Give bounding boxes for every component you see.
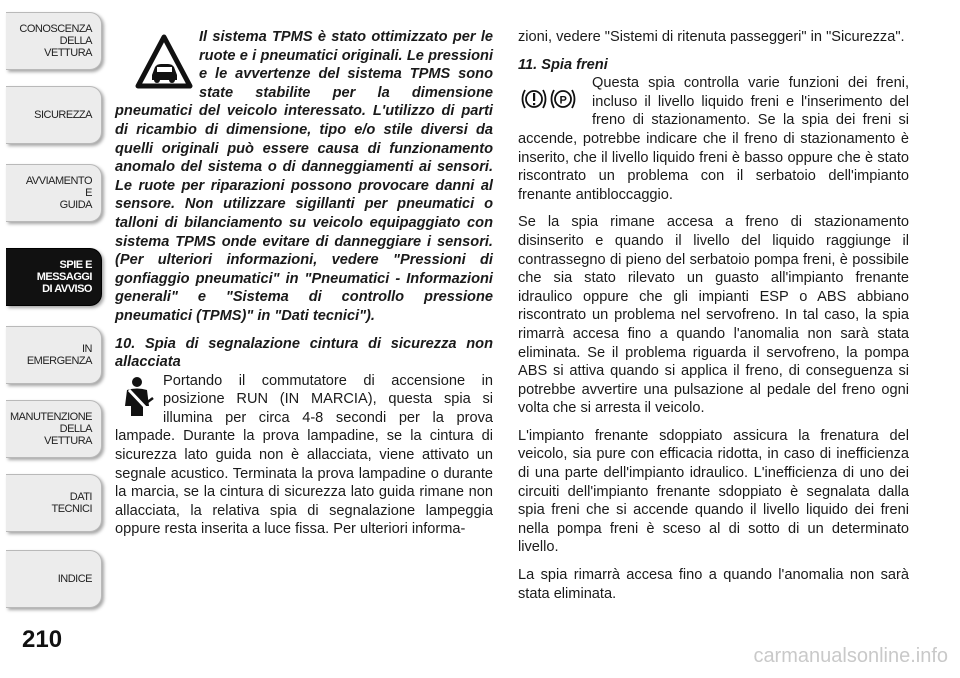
left-column bbox=[115, 28, 493, 548]
brake-para-1-text: Questa spia controlla varie funzioni dei freni, incluso il livello liquido freni e l'inserimento del freno di stazionamento. Se la spia dei freni si accende, potrebbe indicare che il freno di stazionamento è inserito, che il livello liquido freni è basso oppure che è stato riscontrato un problema con il serbatoio dell'impianto frenante antibloccaggio. bbox=[518, 75, 909, 203]
warning-text: Il sistema TPMS è stato ottimizzato per le ruote e i pneumatici originali. Le pressioni e le avvertenze del sistema TPMS sono state stabilite per la dimensione pneumatici del veicolo interessato. L'utilizzo di parti di ricambio di dimensione, tipo e/o stile diversi da quelli originali può essere causa di funzionamento anomalo del sistema o di danneggiamenti ai sensori. Le ruote per riparazioni possono provocare danni al sensore. Non utilizzare sigillanti per pneumatici o talloni di bilanciamento su veicolo equipaggiato con sistema TPMS onde evitare di danneggiare i sensori. (Per ulteriori informazioni, vedere "Pressioni di gonfiaggio pneumatici" in "Pneumatici - Informazioni generali" e "Sistema di controllo pressione pneumatici (TPMS)" in "Dati tecnici"). bbox=[115, 29, 493, 324]
brake-para-4: La spia rimarrà accesa fino a quando l'anomalia non sarà stata eliminata. bbox=[518, 567, 909, 602]
tab-label: MANUTENZIONE DELLA VETTURA bbox=[10, 411, 92, 447]
tab-label: AVVIAMENTO E GUIDA bbox=[25, 175, 92, 211]
watermark: carmanualsonline.info bbox=[753, 645, 948, 667]
tab-label: SPIE E MESSAGGI DI AVVISO bbox=[36, 259, 92, 295]
warning-triangle-car-icon bbox=[135, 34, 193, 90]
tab-label: SICUREZZA bbox=[34, 109, 92, 121]
brake-para-1 bbox=[518, 74, 909, 204]
seatbelt-text: Portando il commutatore di accensione in posizione RUN (IN MARCIA), questa spia si illumina per circa 4-8 secondi per la prova lampade. Durante la prova lampadine, se la cintura di sicurezza lato guida non è allacciata, viene attivato un segnale acustico. Terminata la prova lampadine o durante la marcia, se la cintura di sicurezza lato guida rimane non allacciata, la relativa spia di segnalazione lampeggia oppure resta inserita a luce fissa. Per ulteriori informa- bbox=[115, 372, 493, 538]
brake-para-3: L'impianto frenante sdoppiato assicura la frenatura del veicolo, sia pure con efficacia ridotta, in caso di inefficienza di una parte dell'impianto idraulico. L'inefficienza di uno dei circuiti dell'impianto frenante sdoppiato è segnalata dalla spia freni che si accende quando il livello liquido dei freni nella pompa freni è sceso al di sotto di un determinato livello. bbox=[518, 427, 909, 556]
continuation-text: zioni, vedere "Sistemi di ritenuta passeggeri" in "Sicurezza". bbox=[518, 29, 905, 45]
right-column bbox=[518, 28, 909, 612]
tab-label: CONOSCENZA DELLA VETTURA bbox=[19, 23, 92, 59]
tab-label: IN EMERGENZA bbox=[26, 343, 92, 367]
tab-in-emergenza[interactable] bbox=[6, 326, 102, 384]
tpms-warning bbox=[115, 28, 493, 326]
tab-avviamento-e-guida[interactable] bbox=[6, 164, 102, 222]
tab-spie-e-messaggi-di-avviso[interactable] bbox=[6, 248, 102, 306]
brake-para-2: Se la spia rimane accesa a freno di stazionamento disinserito e quando il livello del liquido raggiunge il contrassegno di pieno del serbatoio pompa freni, è possibile che sia stato rilevato un guasto all'impianto frenante idraulico oppure che gli impianti ESP o ABS abbiano riscontrato un problema nel servofreno. In tal caso, la spia rimarrà accesa fino a quando l'anomalia non sarà stata eliminata. Se il problema riguarda il servofreno, la pompa ABS si attiva quando si applica il freno, di conseguenza si potrebbe avvertire una pulsazione al pedale del freno ogni volta che si arresta il veicolo. bbox=[518, 214, 909, 417]
seatbelt-section-body bbox=[115, 372, 493, 539]
brake-section-title: 11. Spia freni bbox=[518, 56, 608, 73]
tab-sicurezza[interactable] bbox=[6, 86, 102, 144]
svg-text:P: P bbox=[559, 94, 567, 107]
tab-conoscenza-della-vettura[interactable] bbox=[6, 12, 102, 70]
tab-dati-tecnici[interactable] bbox=[6, 474, 102, 532]
brake-warning-icon bbox=[520, 86, 578, 112]
tab-manutenzione-della-vettura[interactable] bbox=[6, 400, 102, 458]
tab-label: INDICE bbox=[57, 573, 92, 585]
tab-label: DATI TECNICI bbox=[51, 491, 92, 515]
chapter-sidebar bbox=[0, 0, 104, 678]
seatbelt-icon bbox=[119, 376, 155, 418]
page-number: 210 bbox=[22, 626, 63, 653]
tab-indice[interactable] bbox=[6, 550, 102, 608]
seatbelt-section-title: 10. Spia di segnalazione cintura di sicurezza non allacciata bbox=[115, 335, 493, 371]
